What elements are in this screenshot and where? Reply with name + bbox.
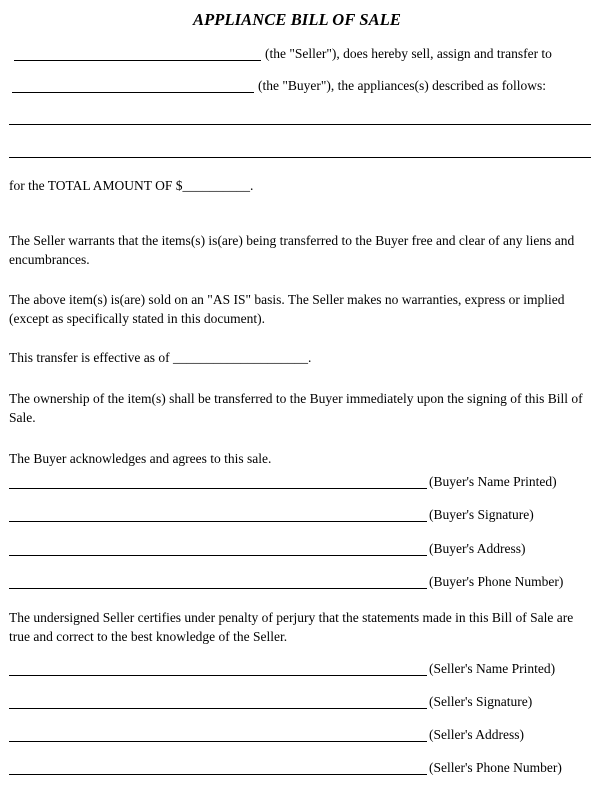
seller-certification: The undersigned Seller certifies under penalty of perjury that the statements made in this Bill of Sale are true and correct to the best knowledge of the Seller. — [9, 610, 574, 644]
description-line-2[interactable] — [9, 157, 591, 158]
seller-name-label: (Seller's Name Printed) — [429, 661, 556, 676]
seller-row — [9, 46, 589, 64]
buyer-signature-label: (Buyer's Signature) — [429, 507, 534, 522]
buyer-phone-line[interactable] — [9, 588, 427, 589]
ownership-paragraph: The ownership of the item(s) shall be transferred to the Buyer immediately upon the signing of this Bill of Sale. — [9, 391, 583, 425]
seller-line-text: (the "Seller"), does hereby sell, assign and transfer to — [265, 46, 552, 61]
seller-signature-line[interactable] — [9, 708, 427, 709]
seller-phone-line[interactable] — [9, 774, 427, 775]
buyer-address-label: (Buyer's Address) — [429, 541, 526, 556]
effective-date-label: This transfer is effective as of — [9, 350, 170, 365]
as-is-paragraph: The above item(s) is(are) sold on an "AS IS" basis. The Seller makes no warranties, express or implied (except as specifically stated in this document). — [9, 292, 565, 326]
buyer-address-line[interactable] — [9, 555, 427, 556]
seller-name-blank[interactable] — [14, 60, 261, 61]
buyer-name-label: (Buyer's Name Printed) — [429, 474, 557, 489]
document-title: APPLIANCE BILL OF SALE — [192, 10, 402, 29]
warranty-paragraph: The Seller warrants that the items(s) is(are) being transferred to the Buyer free and clear of any liens and encumbrances. — [9, 233, 575, 267]
description-line-1[interactable] — [9, 124, 591, 125]
effective-date-blank[interactable]: ____________________. — [172, 350, 312, 365]
buyer-row — [9, 78, 589, 96]
effective-date-row — [9, 348, 589, 367]
seller-name-line[interactable] — [9, 675, 427, 676]
buyer-line-text: (the "Buyer"), the appliances(s) described as follows: — [258, 78, 547, 93]
seller-address-label: (Seller's Address) — [429, 727, 525, 742]
buyer-phone-label: (Buyer's Phone Number) — [429, 574, 564, 589]
total-amount-text: for the TOTAL AMOUNT OF $__________. — [9, 178, 254, 193]
buyer-acknowledgement: The Buyer acknowledges and agrees to this sale. — [9, 451, 272, 466]
buyer-signature-line[interactable] — [9, 521, 427, 522]
seller-phone-label: (Seller's Phone Number) — [429, 760, 562, 775]
buyer-name-line[interactable] — [9, 488, 427, 489]
seller-address-line[interactable] — [9, 741, 427, 742]
seller-signature-label: (Seller's Signature) — [429, 694, 533, 709]
buyer-name-blank[interactable] — [12, 92, 254, 93]
